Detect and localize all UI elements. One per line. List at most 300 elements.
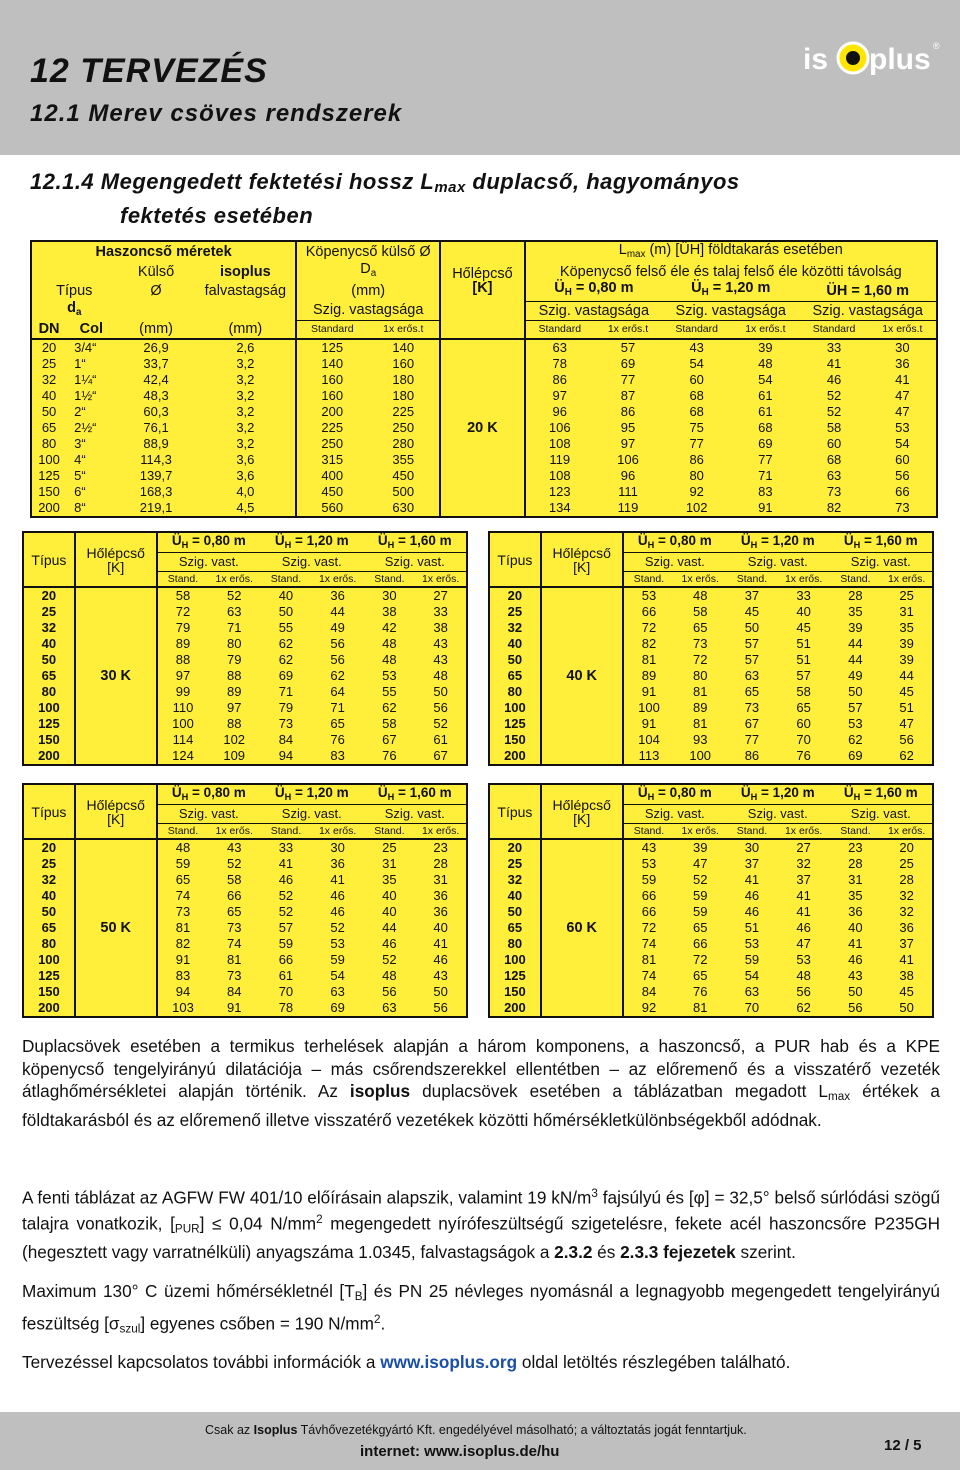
- table-cell: 62: [330, 668, 345, 683]
- small-szig-label: Szig. vast.: [830, 805, 934, 824]
- table-cell: 180: [367, 372, 440, 388]
- table-cell: 41: [796, 904, 811, 919]
- table-cell: 56: [382, 984, 397, 999]
- type-cell: 25: [489, 856, 541, 872]
- table-cell: 20: [41, 340, 57, 355]
- table-cell: 68: [826, 452, 842, 467]
- table-cell: 52: [226, 856, 242, 871]
- table-cell: 36: [433, 904, 448, 919]
- mm-label-2: (mm): [196, 320, 297, 339]
- table-cell: 57: [620, 340, 636, 355]
- standard-label: Standard: [538, 323, 582, 336]
- small-holepcso-label: Hőlépcső [K]: [541, 532, 623, 587]
- table-cell: 83: [758, 484, 773, 499]
- table-cell: 53: [382, 668, 397, 683]
- table-cell: 125: [321, 340, 344, 355]
- type-cell: 100: [489, 952, 541, 968]
- table-cell: 31: [899, 604, 914, 619]
- table-cell: 74: [641, 936, 657, 951]
- table-cell: 250: [367, 420, 440, 436]
- table-cell: 106: [548, 420, 571, 435]
- type-cell: 25: [489, 604, 541, 620]
- table-cell: 139,7: [139, 468, 173, 483]
- table-cell: 58: [226, 872, 242, 887]
- table-cell: 28: [433, 856, 448, 871]
- table-cell: 43: [689, 340, 704, 355]
- table-cell: 46: [826, 372, 842, 387]
- table-cell: 61: [278, 968, 294, 983]
- table-cell: 81: [692, 684, 708, 699]
- table-cell: 75: [689, 420, 704, 435]
- table-cell: 55: [278, 620, 294, 635]
- small-table-3: [22, 783, 468, 1018]
- table-cell: 88: [226, 668, 242, 683]
- kopeny-szig-label: Szig. vastagsága: [296, 301, 440, 320]
- table-cell: 59: [692, 888, 708, 903]
- small-table-1: [22, 531, 468, 766]
- table-cell: 41: [848, 936, 863, 951]
- table-cell: 43: [433, 968, 448, 983]
- table-cell: 76: [330, 732, 345, 747]
- table-cell: 76: [796, 748, 811, 763]
- isoplus-org-link[interactable]: www.isoplus.org: [380, 1352, 518, 1372]
- small-tipus-label: Típus: [489, 784, 541, 839]
- table-cell: 53: [796, 952, 811, 967]
- table-cell: 62: [899, 748, 914, 763]
- small-uh120-label: $Ü_H = 1,20$ m: [274, 784, 349, 802]
- kopeny-felso-label: Köpenycső felső éle és talaj felső éle közötti távolság: [559, 263, 902, 280]
- table-cell: 73: [175, 904, 191, 919]
- table-cell: 57: [744, 636, 760, 651]
- type-cell: 150: [489, 732, 541, 748]
- table-cell: 1“: [74, 356, 86, 371]
- small-szig-label: Szig. vast.: [830, 553, 934, 572]
- table-cell: 250: [321, 436, 344, 451]
- table-cell: 46: [848, 952, 863, 967]
- table-cell: 38: [382, 604, 397, 619]
- table-cell: 80: [692, 668, 708, 683]
- table-cell: 37: [899, 936, 914, 951]
- table-row: [23, 587, 467, 604]
- table-cell: 160: [321, 388, 344, 403]
- small-tipus-label: Típus: [23, 784, 75, 839]
- table-cell: 89: [641, 668, 657, 683]
- table-cell: 100: [172, 716, 194, 731]
- table-cell: 57: [278, 920, 294, 935]
- type-cell: 25: [23, 856, 75, 872]
- table-cell: 51: [899, 700, 914, 715]
- table-cell: 65: [226, 904, 242, 919]
- table-cell: 80: [689, 468, 704, 483]
- table-cell: 46: [278, 872, 294, 887]
- table-cell: 33: [826, 340, 842, 355]
- section-title: 12.1 Merev csöves rendszerek: [30, 100, 403, 127]
- table-cell: 33,7: [143, 356, 169, 371]
- table-cell: 2½“: [74, 420, 97, 435]
- table-cell: 96: [620, 468, 636, 483]
- table-cell: 54: [895, 436, 910, 451]
- szig-label-1: Szig. vastagsága: [525, 301, 662, 320]
- table-cell: 27: [796, 840, 811, 855]
- table-cell: 160: [321, 372, 344, 387]
- table-cell: 52: [278, 888, 294, 903]
- table-cell: 66: [895, 484, 910, 499]
- table-cell: 4“: [74, 452, 86, 467]
- table-cell: 140: [321, 356, 344, 371]
- subsection-text-1: Megengedett fektetési hossz L: [100, 169, 435, 194]
- table-row: [489, 587, 933, 604]
- ers-label: 1x erős.t: [882, 323, 923, 336]
- table-cell: 36: [433, 888, 448, 903]
- table-cell: 103: [172, 1000, 194, 1015]
- table-cell: 50: [848, 684, 863, 699]
- table-cell: 48,3: [143, 388, 169, 403]
- type-cell: 200: [23, 1000, 75, 1017]
- type-cell: 40: [489, 888, 541, 904]
- table-cell: 46: [744, 904, 760, 919]
- table-cell: 70: [744, 1000, 760, 1015]
- table-cell: 32: [796, 856, 811, 871]
- table-cell: 38: [433, 620, 448, 635]
- table-cell: 60: [689, 372, 704, 387]
- table-cell: 72: [175, 604, 191, 619]
- table-cell: 63: [744, 668, 760, 683]
- table-cell: 78: [278, 1000, 294, 1015]
- table-cell: 28: [899, 872, 914, 887]
- table-cell: 52: [826, 404, 842, 419]
- small-ers-label: 1x erős.: [784, 573, 823, 585]
- table-cell: 58: [692, 604, 708, 619]
- table-cell: 36: [899, 920, 914, 935]
- d-symbol: Ø: [150, 283, 162, 299]
- type-cell: 32: [489, 872, 541, 888]
- table-cell: 110: [172, 700, 194, 715]
- table-cell: 66: [278, 952, 294, 967]
- small-szig-label: Szig. vast.: [157, 805, 260, 824]
- table-cell: 46: [796, 920, 811, 935]
- table-cell: 20: [899, 840, 914, 855]
- logo-ring-center-icon: [846, 51, 860, 65]
- table-cell: 69: [848, 748, 863, 763]
- table-cell: 41: [330, 872, 345, 887]
- table-cell: 200: [38, 500, 60, 515]
- table-cell: 66: [226, 888, 242, 903]
- type-cell: 40: [23, 888, 75, 904]
- table-cell: 53: [330, 936, 345, 951]
- table-cell: 50: [433, 684, 448, 699]
- table-cell: 46: [433, 952, 448, 967]
- table-cell: 25: [899, 588, 914, 603]
- table-cell: 63: [226, 604, 242, 619]
- table-cell: 114: [172, 732, 194, 747]
- small-ers-label: 1x erős.: [318, 825, 357, 837]
- table-cell: 45: [899, 684, 914, 699]
- table-cell: 51: [744, 920, 760, 935]
- table-cell: 3,2: [196, 436, 297, 452]
- small-stand-label: Stand.: [270, 825, 302, 837]
- type-cell: 25: [23, 604, 75, 620]
- table-cell: 39: [848, 620, 863, 635]
- table-cell: 63: [744, 984, 760, 999]
- table-cell: 58: [382, 716, 397, 731]
- table-cell: 28: [848, 588, 863, 603]
- table-cell: 72: [641, 920, 657, 935]
- table-cell: 3,2: [196, 388, 297, 404]
- table-cell: 44: [899, 668, 914, 683]
- table-cell: 40: [278, 588, 294, 603]
- table-cell: 45: [899, 984, 914, 999]
- subsection-title: [30, 168, 740, 230]
- small-uh160-label: $Ü_H = 1,60$ m: [377, 532, 452, 550]
- small-ers-label: 1x erős.: [421, 825, 460, 837]
- table-cell: 55: [382, 684, 397, 699]
- table-cell: 4,0: [196, 484, 297, 500]
- small-stand-label: Stand.: [633, 573, 665, 585]
- type-cell: 32: [489, 620, 541, 636]
- table-cell: 62: [278, 652, 294, 667]
- table-cell: 5“: [74, 468, 86, 483]
- table-cell: 140: [367, 339, 440, 356]
- table-cell: 61: [758, 404, 773, 419]
- table-cell: 86: [744, 748, 760, 763]
- table-cell: 60: [796, 716, 811, 731]
- table-cell: 94: [175, 984, 191, 999]
- table-cell: 150: [38, 484, 60, 499]
- table-cell: 100: [638, 700, 660, 715]
- table-cell: 69: [278, 668, 294, 683]
- table-cell: 74: [175, 888, 191, 903]
- small-uh120-label: $Ü_H = 1,20$ m: [274, 532, 349, 550]
- table-cell: 102: [685, 500, 708, 515]
- footer-band: [0, 1412, 960, 1470]
- table-cell: 56: [796, 984, 811, 999]
- small-uh120-label: $Ü_H = 1,20$ m: [740, 784, 815, 802]
- table-cell: 6“: [74, 484, 86, 499]
- table-cell: 71: [278, 684, 294, 699]
- logo-registered: ®: [933, 41, 940, 51]
- table-cell: 69: [330, 1000, 345, 1015]
- table-cell: 92: [641, 1000, 657, 1015]
- table-cell: 79: [226, 652, 242, 667]
- small-szig-label: Szig. vast.: [260, 805, 363, 824]
- table-cell: 59: [744, 952, 760, 967]
- subsection-text-2: duplacső, hagyományos: [465, 169, 740, 194]
- type-cell: 20: [23, 587, 75, 604]
- table-cell: 53: [744, 936, 760, 951]
- table-cell: 66: [641, 904, 657, 919]
- table-cell: 35: [382, 872, 397, 887]
- table-cell: 65: [175, 872, 191, 887]
- table-cell: 65: [744, 684, 760, 699]
- table-cell: 46: [382, 936, 397, 951]
- table-cell: 3,2: [196, 372, 297, 388]
- table-cell: 94: [278, 748, 294, 763]
- table-cell: 47: [692, 856, 708, 871]
- table-cell: 39: [899, 652, 914, 667]
- table-cell: 2,6: [196, 339, 297, 356]
- table-cell: 73: [226, 968, 242, 983]
- small-uh080-label: $Ü_H = 0,80$ m: [171, 532, 246, 550]
- small-tipus-label: Típus: [489, 532, 541, 587]
- table-cell: 50: [744, 620, 760, 635]
- table-cell: 41: [744, 872, 760, 887]
- table-cell: 108: [548, 468, 571, 483]
- type-cell: 50: [23, 652, 75, 668]
- table-cell: 63: [382, 1000, 397, 1015]
- small-szig-label: Szig. vast.: [726, 553, 829, 572]
- table-cell: 95: [620, 420, 636, 435]
- table-cell: 52: [330, 920, 345, 935]
- footer-internet[interactable]: internet: www.isoplus.de/hu: [360, 1443, 560, 1460]
- mm-label-1: (mm): [139, 321, 173, 337]
- type-cell: 125: [489, 716, 541, 732]
- table-cell: 53: [895, 420, 910, 435]
- table-cell: 50: [433, 984, 448, 999]
- table-cell: 69: [758, 436, 773, 451]
- table-cell: 315: [321, 452, 344, 467]
- small-stand-label: Stand.: [270, 573, 302, 585]
- type-cell: 65: [23, 668, 75, 684]
- table-cell: 450: [367, 468, 440, 484]
- table-cell: 97: [620, 436, 636, 451]
- table-cell: 40: [433, 920, 448, 935]
- table-cell: 41: [433, 936, 448, 951]
- table-cell: 43: [848, 968, 863, 983]
- table-cell: 86: [552, 372, 567, 387]
- table-cell: 82: [175, 936, 191, 951]
- table-cell: 89: [692, 700, 708, 715]
- small-uh160-label: $Ü_H = 1,60$ m: [377, 784, 452, 802]
- table-cell: 86: [689, 452, 704, 467]
- table-cell: 400: [321, 468, 344, 483]
- table-cell: 48: [382, 636, 397, 651]
- small-szig-label: Szig. vast.: [364, 805, 468, 824]
- table-cell: 56: [330, 636, 345, 651]
- table-cell: 225: [321, 420, 344, 435]
- type-cell: 150: [23, 984, 75, 1000]
- table-cell: 54: [689, 356, 704, 371]
- table-cell: 630: [367, 500, 440, 517]
- type-cell: 40: [489, 636, 541, 652]
- table-cell: 44: [382, 920, 397, 935]
- small-uh080-label: $Ü_H = 0,80$ m: [171, 784, 246, 802]
- table-cell: 1¼“: [74, 372, 97, 387]
- table-cell: 81: [692, 716, 708, 731]
- table-cell: 28: [848, 856, 863, 871]
- standard-label: Standard: [310, 323, 354, 336]
- table-cell: 91: [226, 1000, 242, 1015]
- table-cell: 52: [226, 588, 242, 603]
- table-cell: 83: [175, 968, 191, 983]
- table-cell: 280: [367, 436, 440, 452]
- table-cell: 53: [641, 856, 657, 871]
- table-cell: 104: [638, 732, 660, 747]
- lmax-header: $L_{max}$ (m) [ÜH] földtakarás esetében: [618, 241, 843, 260]
- table-cell: 84: [226, 984, 242, 999]
- table-cell: 73: [226, 920, 242, 935]
- table-cell: 65: [41, 420, 57, 435]
- table-cell: 63: [552, 340, 567, 355]
- table-cell: 47: [899, 716, 914, 731]
- type-cell: 65: [489, 668, 541, 684]
- temp-diff-cell: 40 K: [541, 587, 623, 765]
- table-cell: 77: [689, 436, 704, 451]
- table-cell: 60,3: [143, 404, 169, 419]
- table-cell: 71: [330, 700, 345, 715]
- table-cell: 80: [41, 436, 57, 451]
- table-cell: 65: [330, 716, 345, 731]
- table-cell: 52: [382, 952, 397, 967]
- table-cell: 39: [758, 340, 773, 355]
- table-cell: 65: [692, 920, 708, 935]
- table-cell: 76,1: [143, 420, 169, 435]
- table-cell: 31: [382, 856, 397, 871]
- table-cell: 51: [796, 652, 811, 667]
- table-cell: 76: [382, 748, 397, 763]
- table-cell: 39: [692, 840, 708, 855]
- table-cell: 57: [796, 668, 811, 683]
- table-cell: 44: [848, 652, 863, 667]
- ers-label: 1x erős.t: [745, 323, 786, 336]
- small-stand-label: Stand.: [840, 573, 871, 585]
- table-cell: 30: [895, 340, 910, 355]
- type-cell: 125: [23, 716, 75, 732]
- table-cell: 66: [641, 888, 657, 903]
- table-cell: 41: [278, 856, 294, 871]
- table-cell: 35: [899, 620, 914, 635]
- small-uh120-label: $Ü_H = 1,20$ m: [740, 532, 815, 550]
- page-number: 12 / 5: [884, 1437, 922, 1454]
- table-cell: 89: [175, 636, 191, 651]
- small-table-4: [488, 783, 934, 1018]
- table-cell: 37: [744, 856, 760, 871]
- table-cell: 99: [175, 684, 191, 699]
- table-cell: 89: [226, 684, 242, 699]
- table-cell: 27: [433, 588, 448, 603]
- table-cell: 119: [549, 452, 571, 467]
- ers-label: 1x erős.t: [367, 320, 440, 339]
- table-cell: 30: [382, 588, 397, 603]
- uh080-label: $Ü_H = 0,80$ m: [554, 280, 634, 299]
- table-cell: 3,2: [196, 356, 297, 372]
- table-cell: 52: [433, 716, 448, 731]
- table-cell: 49: [330, 620, 345, 635]
- table-cell: 80: [226, 636, 242, 651]
- table-cell: 200: [321, 404, 344, 419]
- table-cell: 160: [367, 356, 440, 372]
- type-cell: 200: [489, 748, 541, 765]
- table-cell: 84: [278, 732, 294, 747]
- table-row: [31, 339, 937, 356]
- table-cell: 56: [895, 468, 910, 483]
- table-cell: 79: [278, 700, 294, 715]
- table-cell: 125: [38, 468, 60, 483]
- table-cell: 81: [692, 1000, 708, 1015]
- table-cell: 63: [826, 468, 842, 483]
- table-cell: 86: [620, 404, 636, 419]
- small-szig-label: Szig. vast.: [260, 553, 363, 572]
- table-cell: 68: [689, 404, 704, 419]
- footer-copyright: Csak az Isoplus Távhővezetékgyártó Kft. engedélyével másolható; a változtatás jogát fenntartjuk.: [205, 1423, 747, 1437]
- table-cell: 54: [758, 372, 773, 387]
- small-stand-label: Stand.: [374, 573, 405, 585]
- temp-diff-cell: 20 K: [440, 339, 524, 517]
- table-cell: 8“: [74, 500, 86, 515]
- small-holepcso-label: Hőlépcső [K]: [75, 532, 157, 587]
- table-cell: 50: [41, 404, 57, 419]
- table-cell: 87: [620, 388, 636, 403]
- table-cell: 88,9: [143, 436, 169, 451]
